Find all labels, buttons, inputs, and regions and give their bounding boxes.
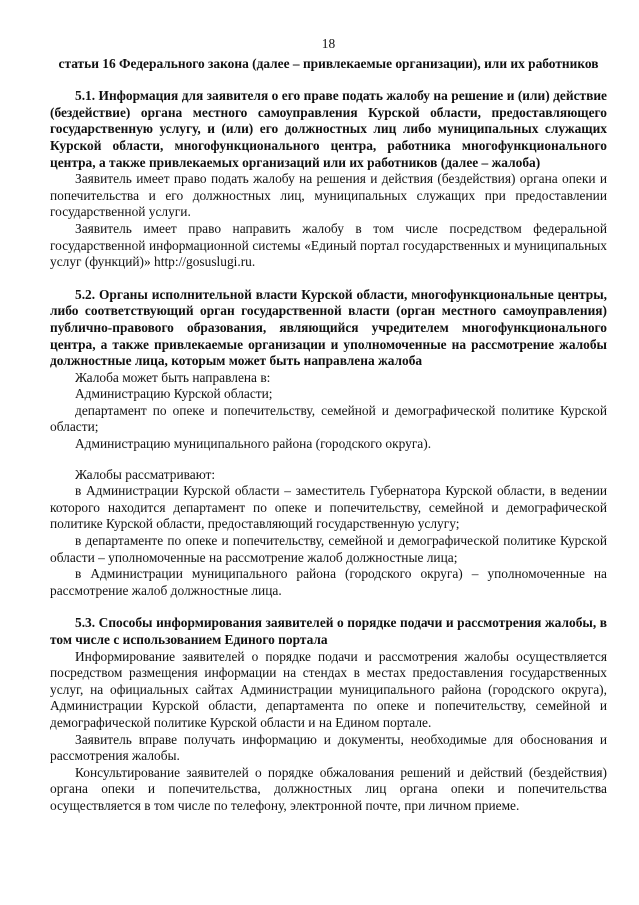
paragraph: Администрацию Курской области; — [75, 386, 273, 402]
spacer — [50, 453, 607, 467]
spacer — [50, 599, 607, 615]
spacer — [50, 72, 607, 88]
intro-title: статьи 16 Федерального закона (далее – привлекаемые организации), или их работников — [58, 55, 599, 71]
section-heading: 5.2. Органы исполнительной власти Курской области, многофункциональные центры, либо соответствующий орган государственной власти (орган местного самоуправления) публично-правового образования, являющийся учредителем многофункционального центра, а также привлекаемые организации и уполномоченные на рассмотрение жалобы должностные лица, которым может быть направлена жалоба — [50, 286, 607, 369]
paragraph: Заявитель имеет право подать жалобу на решения и действия (бездействия) органа опеки и попечительства и его должностных лиц, муниципальных служащих при предоставлении государственной услуги. — [50, 171, 607, 220]
paragraph: в департаменте по опеке и попечительству, семейной и демографической политике Курской области – уполномоченные на рассмотрение жалоб должностные лица; — [50, 533, 607, 565]
paragraph: Консультирование заявителей о порядке обжалования решений и действий (бездействия) органа опеки и попечительства, должностных лиц органа опеки и попечительства осуществляется в том числе по телефону, электронной почте, при личном приеме. — [50, 764, 607, 813]
paragraph: Жалобы рассматривают: — [75, 466, 216, 482]
paragraph: в Администрации Курской области – заместитель Губернатора Курской области, в ведении которого находится департамент по опеке и попечительству, семейной и демографической политике Курской области, предоставляющий государственную услугу; — [50, 483, 607, 532]
paragraph: Заявитель имеет право направить жалобу в том числе посредством федеральной государственной информационной системы «Единый портал государственных и муниципальных услуг (функций)» http://gosuslugi.ru. — [50, 220, 607, 270]
paragraph: Заявитель вправе получать информацию и документы, необходимые для обоснования и рассмотрения жалобы. — [50, 731, 607, 764]
spacer — [50, 271, 607, 287]
paragraph: Жалоба может быть направлена в: — [75, 369, 271, 385]
section-5-2 — [50, 287, 607, 600]
section-5-1 — [50, 88, 607, 271]
section-5-3 — [50, 615, 607, 814]
section-heading: 5.3. Способы информирования заявителей о порядке подачи и рассмотрения жалобы, в том числе с использованием Единого портала — [50, 615, 607, 647]
paragraph: департамент по опеке и попечительству, семейной и демографической политике Курской области; — [50, 402, 607, 435]
paragraph: в Администрации муниципального района (городского округа) – уполномоченные на рассмотрение жалоб должностные лица. — [50, 566, 607, 598]
page-number: 18 — [321, 36, 336, 51]
section-heading: 5.1. Информация для заявителя о его праве подать жалобу на решение и (или) действие (бездействие) органа местного самоуправления Курской области, предоставляющего государственную услугу, и (или) его должностных лиц либо муниципальных служащих Курской области, многофункционального центра, работника многофункционального центра, а также привлекаемых организаций или их работников (далее – жалоба) — [50, 88, 607, 170]
paragraph: Информирование заявителей о порядке подачи и рассмотрения жалобы осуществляется посредством размещения информации на стендах в местах предоставления государственных услуг, на официальных сайтах Администрации муниципального района (городского округа), Администрации Курской области, департамента по опеке и попечительству, семейной и демографической политике Курской области и на Едином портале. — [50, 648, 607, 730]
paragraph: Администрацию муниципального района (городского округа). — [75, 436, 432, 452]
